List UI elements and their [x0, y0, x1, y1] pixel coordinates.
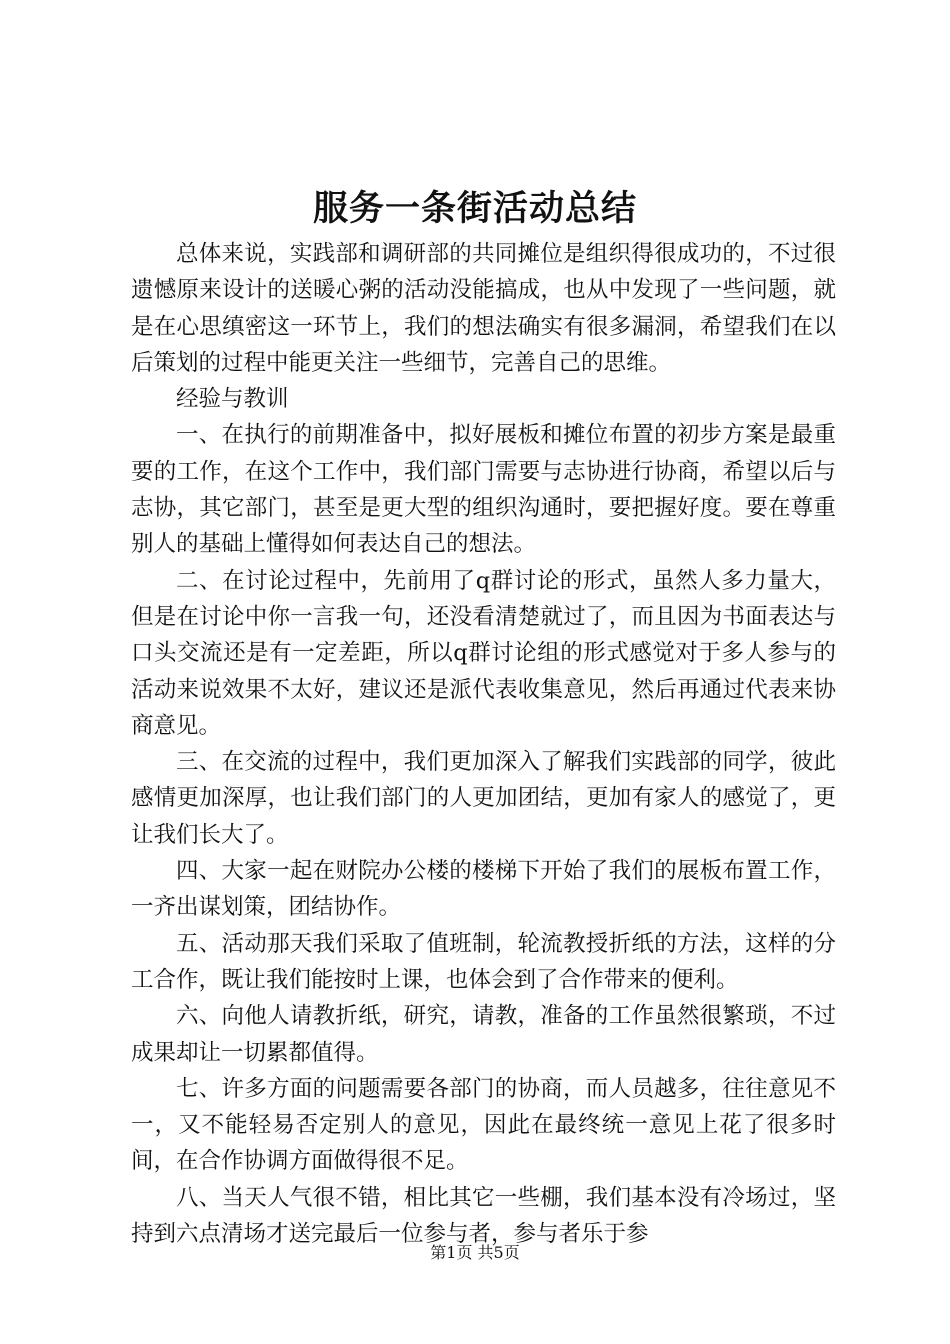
paragraph-item-6: 六、向他人请教折纸，研究，请教，准备的工作虽然很繁琐，不过成果却让一切累都值得。: [131, 1003, 836, 1066]
paragraph-item-4: 四、大家一起在财院办公楼的楼梯下开始了我们的展板布置工作，一齐出谋划策，团结协作。: [131, 858, 836, 921]
page-number-footer: 第1页 共5页: [430, 1243, 520, 1262]
paragraph-summary: 总体来说，实践部和调研部的共同摊位是组织得很成功的，不过很遗憾原来设计的送暖心粥的活动没能搞成，也从中发现了一些问题，就是在心思缜密这一环节上，我们的想法确实有很多漏洞，希望我们在以后策划的过程中能更关注一些细节，完善自己的思维。: [131, 241, 836, 376]
paragraph-item-3: 三、在交流的过程中，我们更加深入了解我们实践部的同学，彼此感情更加深厚，也让我们部门的人更加团结，更加有家人的感觉了，更让我们长大了。: [131, 749, 836, 848]
paragraph-item-7: 七、许多方面的问题需要各部门的协商，而人员越多，往往意见不一，又不能轻易否定别人的意见，因此在最终统一意见上花了很多时间，在合作协调方面做得很不足。: [131, 1075, 836, 1175]
document-body: [131, 236, 836, 1252]
paragraph-item-2: 二、在讨论过程中，先前用了q群讨论的形式，虽然人多力量大，但是在讨论中你一言我一句，还没看清楚就过了，而且因为书面表达与口头交流还是有一定差距，所以q群讨论组的形式感觉对于多人参与的活动来说效果不太好，建议还是派代表收集意见，然后再通过代表来协商意见。: [131, 567, 836, 739]
paragraph-item-5: 五、活动那天我们采取了值班制，轮流教授折纸的方法，这样的分工合作，既让我们能按时上课，也体会到了合作带来的便利。: [131, 930, 836, 993]
document-title: 服务一条街活动总结: [312, 188, 637, 229]
section-heading-lessons: 经验与教训: [176, 386, 289, 413]
paragraph-item-1: 一、在执行的前期准备中，拟好展板和摊位布置的初步方案是最重要的工作，在这个工作中，我们部门需要与志协进行协商，希望以后与志协，其它部门，甚至是更大型的组织沟通时，要把握好度。要在尊重别人的基础上懂得如何表达自己的想法。: [131, 422, 836, 558]
paragraph-item-8: 八、当天人气很不错，相比其它一些棚，我们基本没有冷场过，坚持到六点清场才送完最后一位参与者，参与者乐于参: [131, 1184, 836, 1248]
